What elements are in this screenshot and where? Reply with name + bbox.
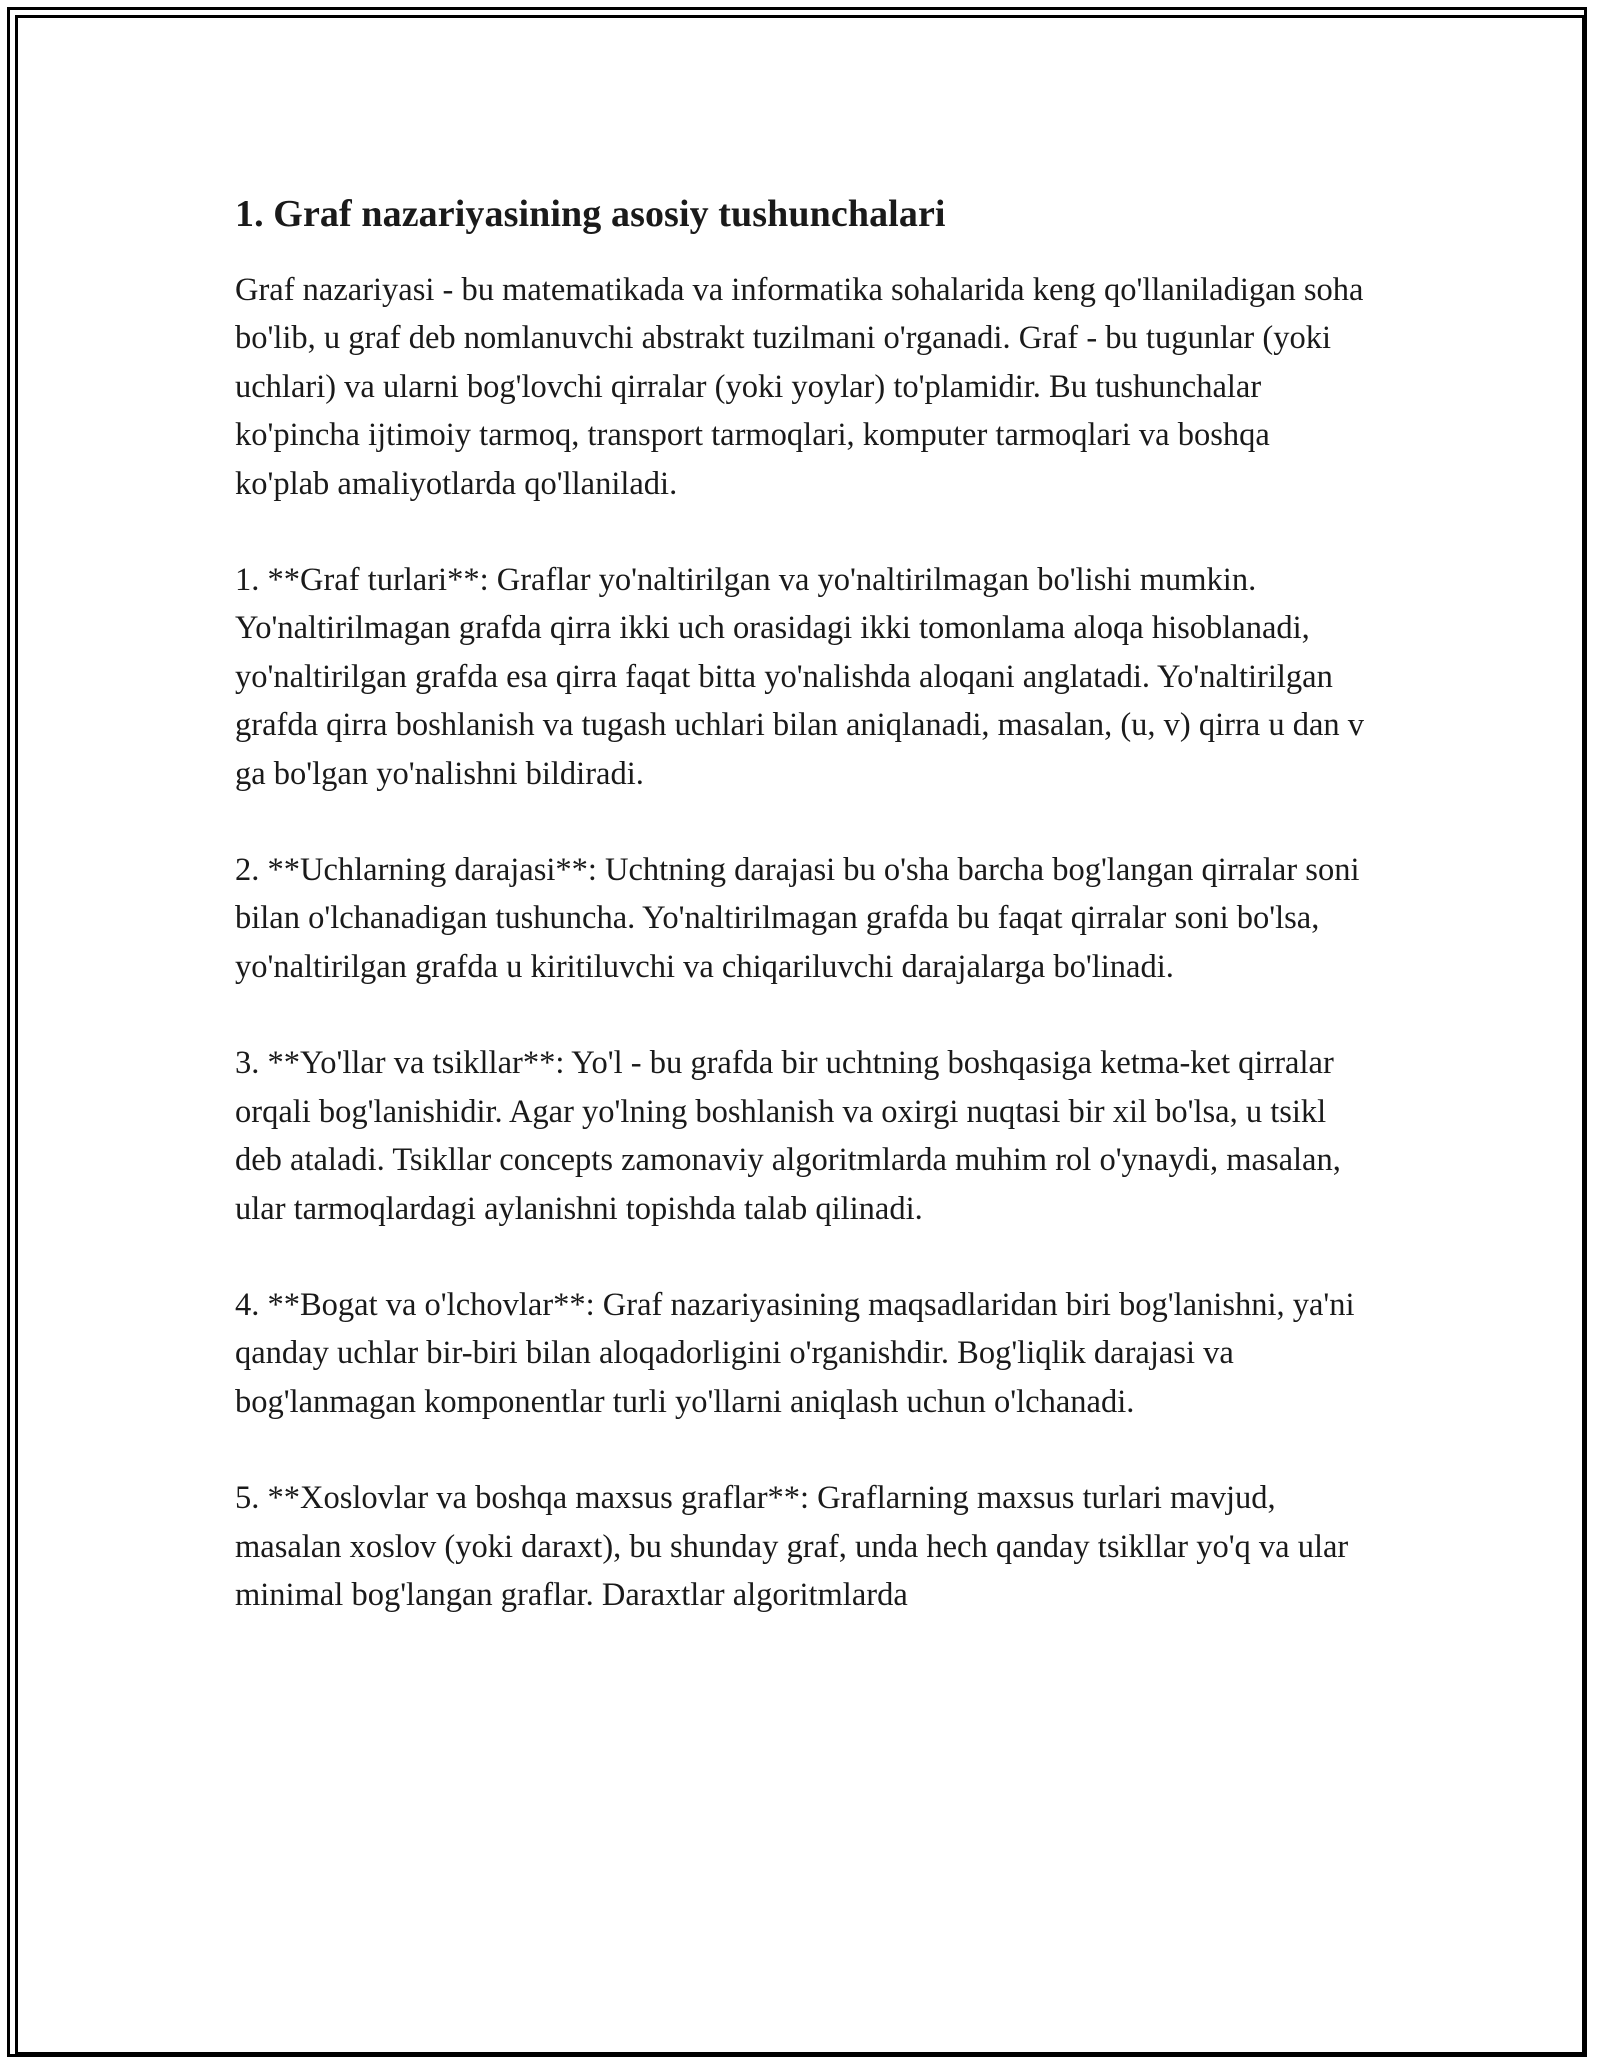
list-item-vertex-degree: 2. **Uchlarning darajasi**: Uchtning darajasi bu o'sha barcha bog'langan qirralar soni bilan o'lchanadigan tushuncha. Yo'naltirilmagan grafda bu faqat qirralar soni bo'lsa, yo'naltirilgan grafda u kiritiluvchi va chiqariluvchi darajalarga bo'linadi. [235, 852, 1360, 985]
list-item-graph-types: 1. **Graf turlari**: Graflar yo'naltirilgan va yo'naltirilmagan bo'lishi mumkin. Yo'naltirilmagan grafda qirra ikki uch orasidagi ikki tomonlama aloqa hisoblanadi, yo'naltirilgan grafda esa qirra faqat bitta yo'nalishda aloqani anglatadi. Yo'naltirilgan grafda qirra boshlanish va tugash uchlari bilan aniqlanadi, masalan, (u, v) qirra u dan v ga bo'lgan yo'nalishni bildiradi. [235, 562, 1365, 792]
list-item-special-graphs: 5. **Xoslovlar va boshqa maxsus graflar**: Graflarning maxsus turlari mavjud, masalan xoslov (yoki daraxt), bu shunday graf, unda hech qanday tsikllar yo'q va ular minimal bog'langan graflar. Daraxtlar algoritmlarda [235, 1480, 1349, 1613]
document-body [235, 188, 1370, 1667]
list-item-paths-cycles: 3. **Yo'llar va tsikllar**: Yo'l - bu grafda bir uchtning boshqasiga ketma-ket qirralar orqali bog'lanishidir. Agar yo'lning boshlanish va oxirgi nuqtasi bir xil bo'lsa, u tsikl deb ataladi. Tsikllar concepts zamonaviy algoritmlarda muhim rol o'ynaydi, masalan, ular tarmoqlardagi aylanishni topishda talab qilinadi. [235, 1045, 1341, 1227]
section-heading: 1. Graf nazariyasining asosiy tushunchalari [235, 193, 946, 235]
intro-paragraph: Graf nazariyasi - bu matematikada va informatika sohalarida keng qo'llaniladigan soha bo'lib, u graf deb nomlanuvchi abstrakt tuzilmani o'rganadi. Graf - bu tugunlar (yoki uchlari) va ularni bog'lovchi qirralar (yoki yoylar) to'plamidir. Bu tushunchalar ko'pincha ijtimoiy tarmoq, transport tarmoqlari, komputer tarmoqlari va boshqa ko'plab amaliyotlarda qo'llaniladi. [235, 272, 1364, 502]
list-item-connectivity: 4. **Bogat va o'lchovlar**: Graf nazariyasining maqsadlaridan biri bog'lanishni, ya'ni qanday uchlar bir-biri bilan aloqadorligini o'rganishdir. Bog'liqlik darajasi va bog'lanmagan komponentlar turli yo'llarni aniqlash uchun o'lchanadi. [235, 1286, 1355, 1420]
